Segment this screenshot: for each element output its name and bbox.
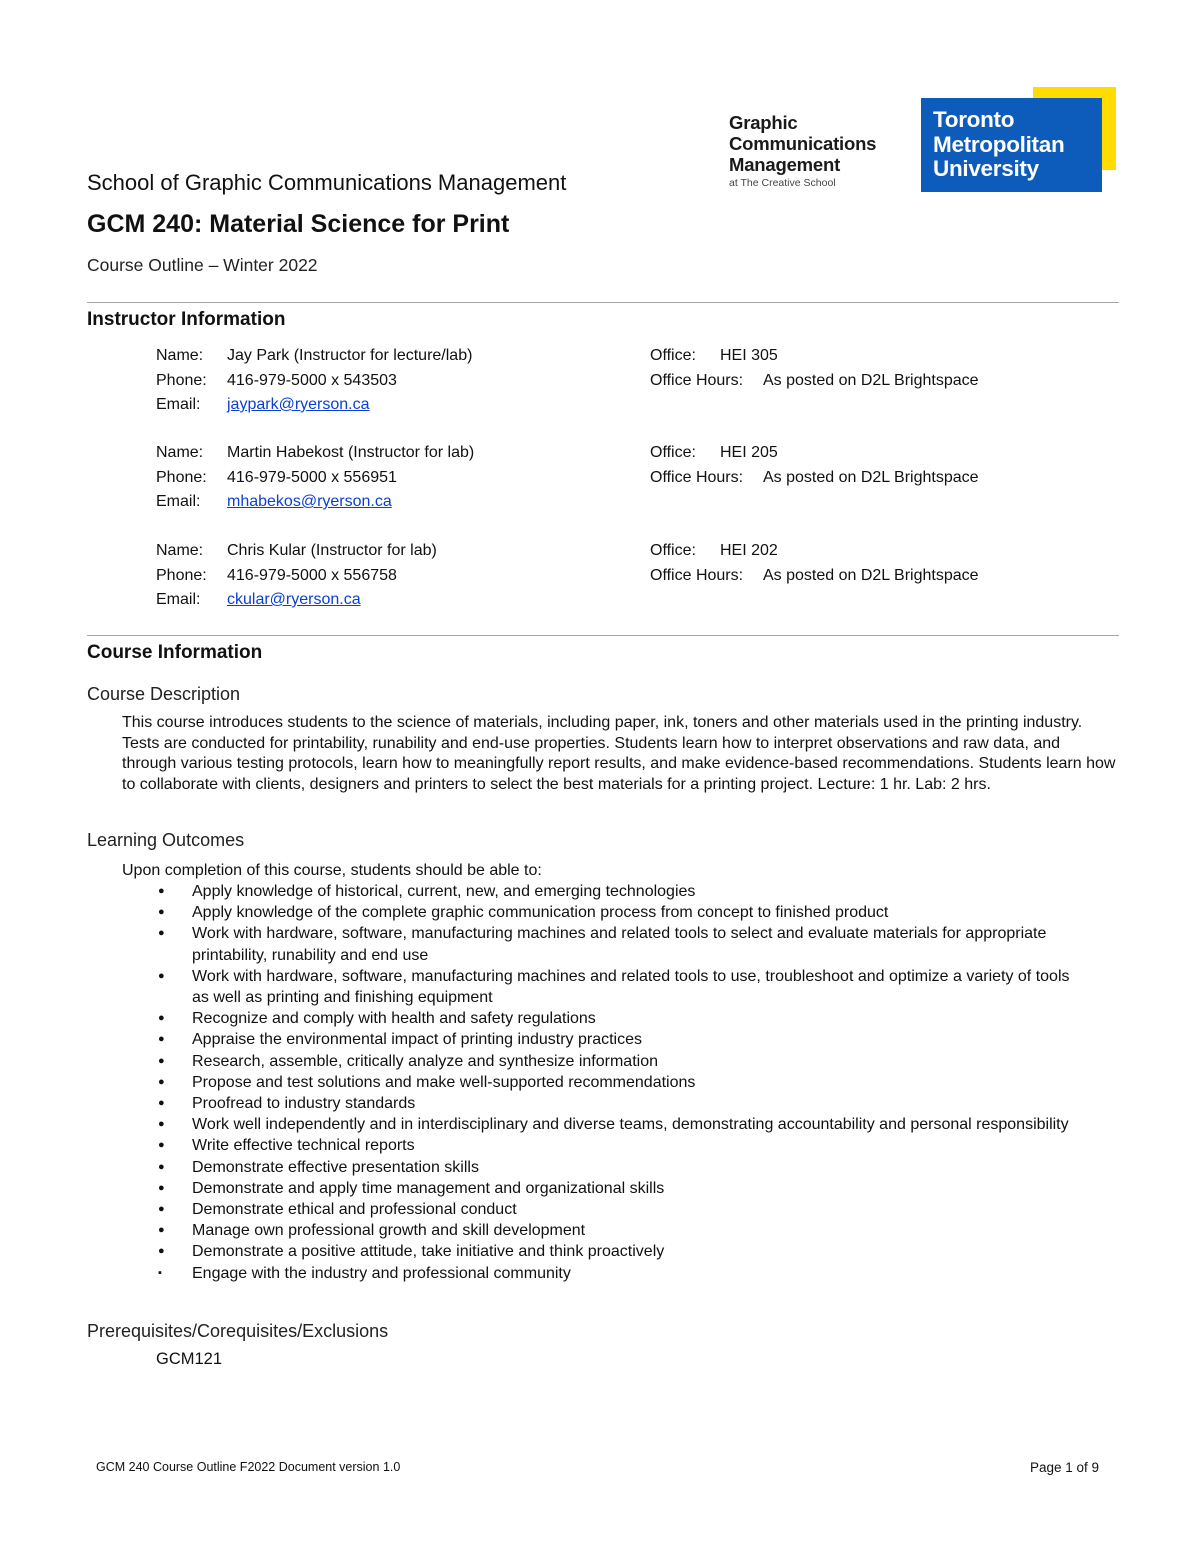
office-value: HEI 202: [720, 542, 778, 559]
phone-label: Phone:: [156, 468, 207, 486]
learning-outcome-item: [122, 1093, 1087, 1114]
learning-outcome-text: Propose and test solutions and make well-supported recommendations: [192, 1073, 696, 1091]
learning-outcome-text: Engage with the industry and professional community: [192, 1264, 571, 1282]
bullet-icon: ●: [158, 969, 165, 982]
course-section-heading: Course Information: [87, 642, 263, 663]
office-hours-value: As posted on D2L Brightspace: [763, 371, 979, 389]
name-label: Name:: [156, 347, 204, 364]
instructor-email-row: [156, 490, 1056, 515]
instructor-phone-row: [156, 564, 1056, 589]
footer-document-info: GCM 240 Course Outline F2022 Document version 1.0: [96, 1460, 401, 1474]
learning-outcome-item: [122, 1072, 1087, 1093]
learning-outcome-text: Demonstrate ethical and professional conduct: [192, 1201, 517, 1219]
gcm-logo: [729, 112, 899, 190]
learning-outcome-item: [122, 966, 1087, 1008]
learning-outcome-item: [122, 1241, 1087, 1262]
phone-label: Phone:: [156, 371, 207, 389]
learning-outcome-text: Work with hardware, software, manufacturing machines and related tools to use, troubleshoot and optimize a variety of tools as well as printing and finishing equipment: [192, 967, 1070, 1007]
school-name: School of Graphic Communications Management: [87, 170, 567, 195]
bullet-icon: ●: [158, 1203, 165, 1216]
learning-outcome-item: [122, 923, 1087, 965]
instructor-email-row: [156, 393, 1056, 418]
tmu-logo-line: Metropolitan: [933, 131, 1065, 157]
learning-outcome-text: Work with hardware, software, manufacturing machines and related tools to select and evaluate materials for appropriate printability, runability and end use: [192, 925, 1047, 964]
gcm-logo-subline: at The Creative School: [729, 177, 836, 189]
learning-outcome-text: Work well independently and in interdisciplinary and diverse teams, demonstrating accountability and personal responsibility: [192, 1116, 1069, 1134]
section-divider: [87, 635, 1119, 636]
bullet-icon: ●: [158, 1160, 165, 1173]
learning-outcome-text: Research, assemble, critically analyze and synthesize information: [192, 1052, 658, 1070]
footer-page-number: Page 1 of 9: [1030, 1460, 1100, 1475]
gcm-logo-line: Management: [729, 154, 841, 175]
instructor-email-row: [156, 588, 1056, 613]
office-label: Office:: [650, 444, 696, 461]
bullet-icon: ●: [158, 1181, 165, 1194]
learning-outcomes-list: [122, 881, 1087, 1284]
email-label: Email:: [156, 396, 201, 413]
learning-outcome-item: [122, 1135, 1087, 1156]
email-label: Email:: [156, 591, 201, 608]
bullet-icon: ●: [158, 1054, 165, 1067]
learning-outcome-item: [122, 1114, 1087, 1135]
learning-outcome-item: [122, 1051, 1087, 1072]
learning-outcome-text: Apply knowledge of the complete graphic communication process from concept to finished product: [192, 904, 889, 922]
learning-outcome-item: [122, 1199, 1087, 1220]
bullet-icon: ●: [158, 906, 165, 919]
section-divider: [87, 302, 1119, 303]
learning-outcomes-heading: Learning Outcomes: [87, 830, 245, 850]
email-label: Email:: [156, 493, 201, 510]
learning-outcome-item: [122, 1029, 1087, 1050]
bullet-icon: ●: [158, 1033, 165, 1046]
learning-outcome-item: [122, 881, 1087, 902]
instructor-block: [156, 539, 1056, 613]
gcm-logo-line: Communications: [729, 133, 877, 154]
learning-outcome-item: [122, 1220, 1087, 1241]
course-description-heading: Course Description: [87, 684, 241, 704]
instructor-name-row: [156, 344, 1056, 369]
tmu-logo-line: University: [933, 156, 1039, 181]
instructor-block: [156, 441, 1056, 515]
bullet-icon: ●: [158, 1012, 165, 1025]
office-value: HEI 205: [720, 444, 778, 461]
page-title: GCM 240: Material Science for Print: [87, 210, 510, 238]
learning-outcomes-intro: Upon completion of this course, students should be able to:: [122, 862, 542, 879]
bullet-icon: ●: [158, 1097, 165, 1110]
office-hours-label: Office Hours:: [650, 371, 744, 389]
course-description: This course introduces students to the science of materials, including paper, ink, toners and other materials used in the printing industry. Tests are conducted for printability, runability and end-use properties. Students learn how to interpret observations and raw data, and through various testing protocols, learn how to meaningfully report results, and make evidence-based recommendations. Students learn how to collaborate with clients, designers and printers to select the best materials for a printing project. Lecture: 1 hr. Lab: 2 hrs.: [122, 714, 1116, 793]
learning-outcome-text: Write effective technical reports: [192, 1137, 415, 1155]
bullet-icon: ●: [158, 885, 165, 897]
bullet-icon: ●: [158, 1224, 165, 1237]
office-hours-label: Office Hours:: [650, 468, 744, 486]
learning-outcome-text: Demonstrate and apply time management and organizational skills: [192, 1179, 665, 1197]
learning-outcome-item: [122, 1008, 1087, 1029]
instructor-section-heading: Instructor Information: [87, 309, 286, 330]
tmu-logo-line: Toronto: [933, 107, 1015, 132]
prereq-heading: Prerequisites/Corequisites/Exclusions: [87, 1321, 389, 1341]
learning-outcome-item: [122, 1178, 1087, 1199]
bullet-icon: ●: [158, 927, 165, 940]
bullet-icon: ●: [158, 1075, 165, 1088]
office-hours-label: Office Hours:: [650, 566, 744, 584]
bullet-icon: ●: [158, 1245, 165, 1258]
instructor-name: Jay Park (Instructor for lecture/lab): [227, 347, 473, 364]
learning-outcome-text: Proofread to industry standards: [192, 1095, 416, 1113]
instructor-name: Martin Habekost (Instructor for lab): [227, 444, 475, 461]
instructor-email-link[interactable]: jaypark@ryerson.ca: [227, 396, 370, 413]
office-label: Office:: [650, 347, 696, 364]
name-label: Name:: [156, 542, 204, 559]
tmu-logo: [921, 98, 1102, 192]
instructor-phone: 416-979-5000 x 556951: [227, 468, 397, 486]
instructor-phone: 416-979-5000 x 543503: [227, 371, 397, 389]
instructor-phone: 416-979-5000 x 556758: [227, 566, 397, 584]
bullet-icon: ▪: [158, 1266, 162, 1279]
instructor-email-link[interactable]: mhabekos@ryerson.ca: [227, 493, 392, 510]
instructor-phone-row: [156, 369, 1056, 394]
instructor-phone-row: [156, 466, 1056, 491]
instructor-name: Chris Kular (Instructor for lab): [227, 542, 437, 559]
instructor-name-row: [156, 441, 1056, 466]
learning-outcome-text: Apply knowledge of historical, current, new, and emerging technologies: [192, 883, 696, 900]
learning-outcome-text: Appraise the environmental impact of printing industry practices: [192, 1031, 642, 1049]
page-subtitle: Course Outline – Winter 2022: [87, 255, 318, 275]
learning-outcome-text: Manage own professional growth and skill development: [192, 1222, 586, 1240]
instructor-block: [156, 344, 1056, 418]
bullet-icon: ●: [158, 1139, 165, 1152]
learning-outcome-item: [122, 902, 1087, 923]
office-hours-value: As posted on D2L Brightspace: [763, 468, 979, 486]
instructor-name-row: [156, 539, 1056, 564]
instructor-email-link[interactable]: ckular@ryerson.ca: [227, 591, 361, 608]
learning-outcome-text: Demonstrate effective presentation skills: [192, 1158, 479, 1176]
name-label: Name:: [156, 444, 204, 461]
learning-outcome-text: Demonstrate a positive attitude, take initiative and think proactively: [192, 1243, 665, 1261]
gcm-logo-line: Graphic: [729, 112, 798, 133]
bullet-icon: ●: [158, 1118, 165, 1131]
office-label: Office:: [650, 542, 696, 559]
learning-outcome-item: [122, 1157, 1087, 1178]
learning-outcome-text: Recognize and comply with health and safety regulations: [192, 1010, 596, 1028]
learning-outcome-item: [122, 1263, 1087, 1284]
phone-label: Phone:: [156, 566, 207, 584]
prereq-value: GCM121: [156, 1350, 223, 1368]
office-value: HEI 305: [720, 347, 778, 364]
office-hours-value: As posted on D2L Brightspace: [763, 566, 979, 584]
